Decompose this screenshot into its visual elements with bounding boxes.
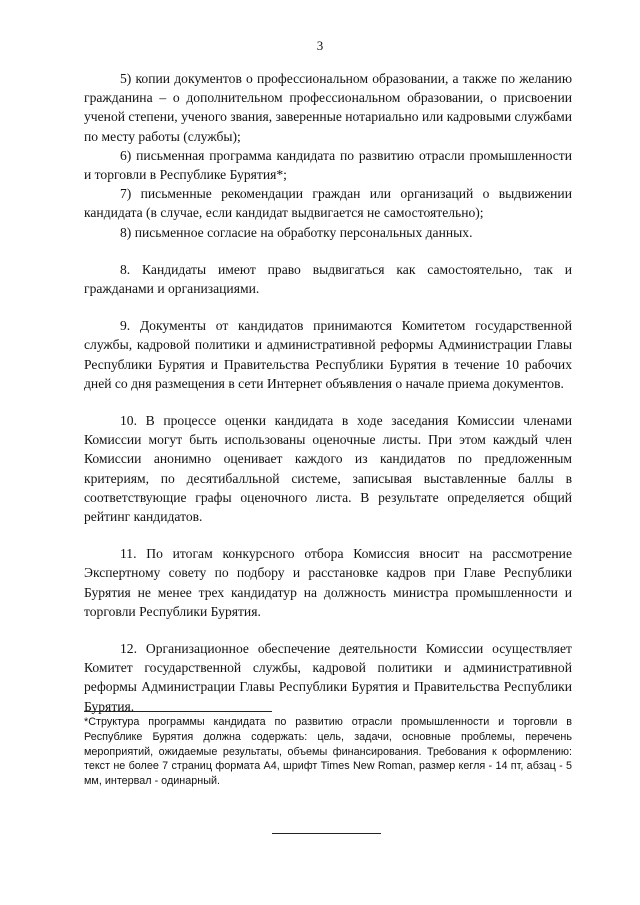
footnote-separator (84, 711, 272, 712)
paragraph-11: 11. По итогам конкурсного отбора Комиссия вносит на рассмотрение Экспертному совету по подбору и расстановке кадров при Главе Республики Бурятия не менее трех кандидатур на должность министра промышленности и торговли Республики Бурятия. (84, 546, 572, 619)
list-item-5: 5) копии документов о профессиональном образовании, а также по желанию гражданина – о дополнительном профессиональном образовании, о присвоении ученой степени, ученого звания, заверенные нотариально или кадровыми службами по месту работы (службы); (84, 71, 572, 144)
document-body (84, 69, 572, 716)
paragraph-9: 9. Документы от кандидатов принимаются Комитетом государственной службы, кадровой политики и административной реформы Администрации Главы Республики Бурятия и Правительства Республики Бурятия в течение 10 рабочих дней со дня размещения в сети Интернет объявления о начале приема документов. (84, 318, 572, 391)
list-item-7: 7) письменные рекомендации граждан или организаций о выдвижении кандидата (в случае, если кандидат выдвигается не самостоятельно); (84, 186, 572, 221)
end-separator (272, 833, 381, 834)
footnote: *Структура программы кандидата по развитию отрасли промышленности и торговли в Республике Бурятия должна содержать: цель, задачи, основные проблемы, перечень мероприятий, ожидаемые результаты, объемы финансирования. Требования к оформлению: текст не более 7 страниц формата А4, шрифт Times New Roman, размер кегля - 14 пт, абзац - 5 мм, интервал - одинарный. (84, 716, 572, 788)
page-number: 3 (316, 38, 324, 53)
paragraph-10: 10. В процессе оценки кандидата в ходе заседания Комиссии членами Комиссии могут быть использованы оценочные листы. При этом каждый член Комиссии анонимно оценивает каждого из кандидатов по предложенным критериям, по десятибалльной системе, записывая выставленные баллы в соответствующие графы оценочного листа. В результате определяется общий рейтинг кандидатов. (84, 413, 572, 525)
paragraph-12: 12. Организационное обеспечение деятельности Комиссии осуществляет Комитет государственной службы, кадровой политики и административной реформы Администрации Главы Республики Бурятия и Правительства Республики Бурятия. (84, 641, 572, 714)
list-item-8: 8) письменное согласие на обработку персональных данных. (120, 224, 473, 240)
list-item-6: 6) письменная программа кандидата по развитию отрасли промышленности и торговли в Республике Бурятия*; (84, 147, 572, 183)
paragraph-8: 8. Кандидаты имеют право выдвигаться как самостоятельно, так и гражданами и организациями. (84, 261, 572, 297)
